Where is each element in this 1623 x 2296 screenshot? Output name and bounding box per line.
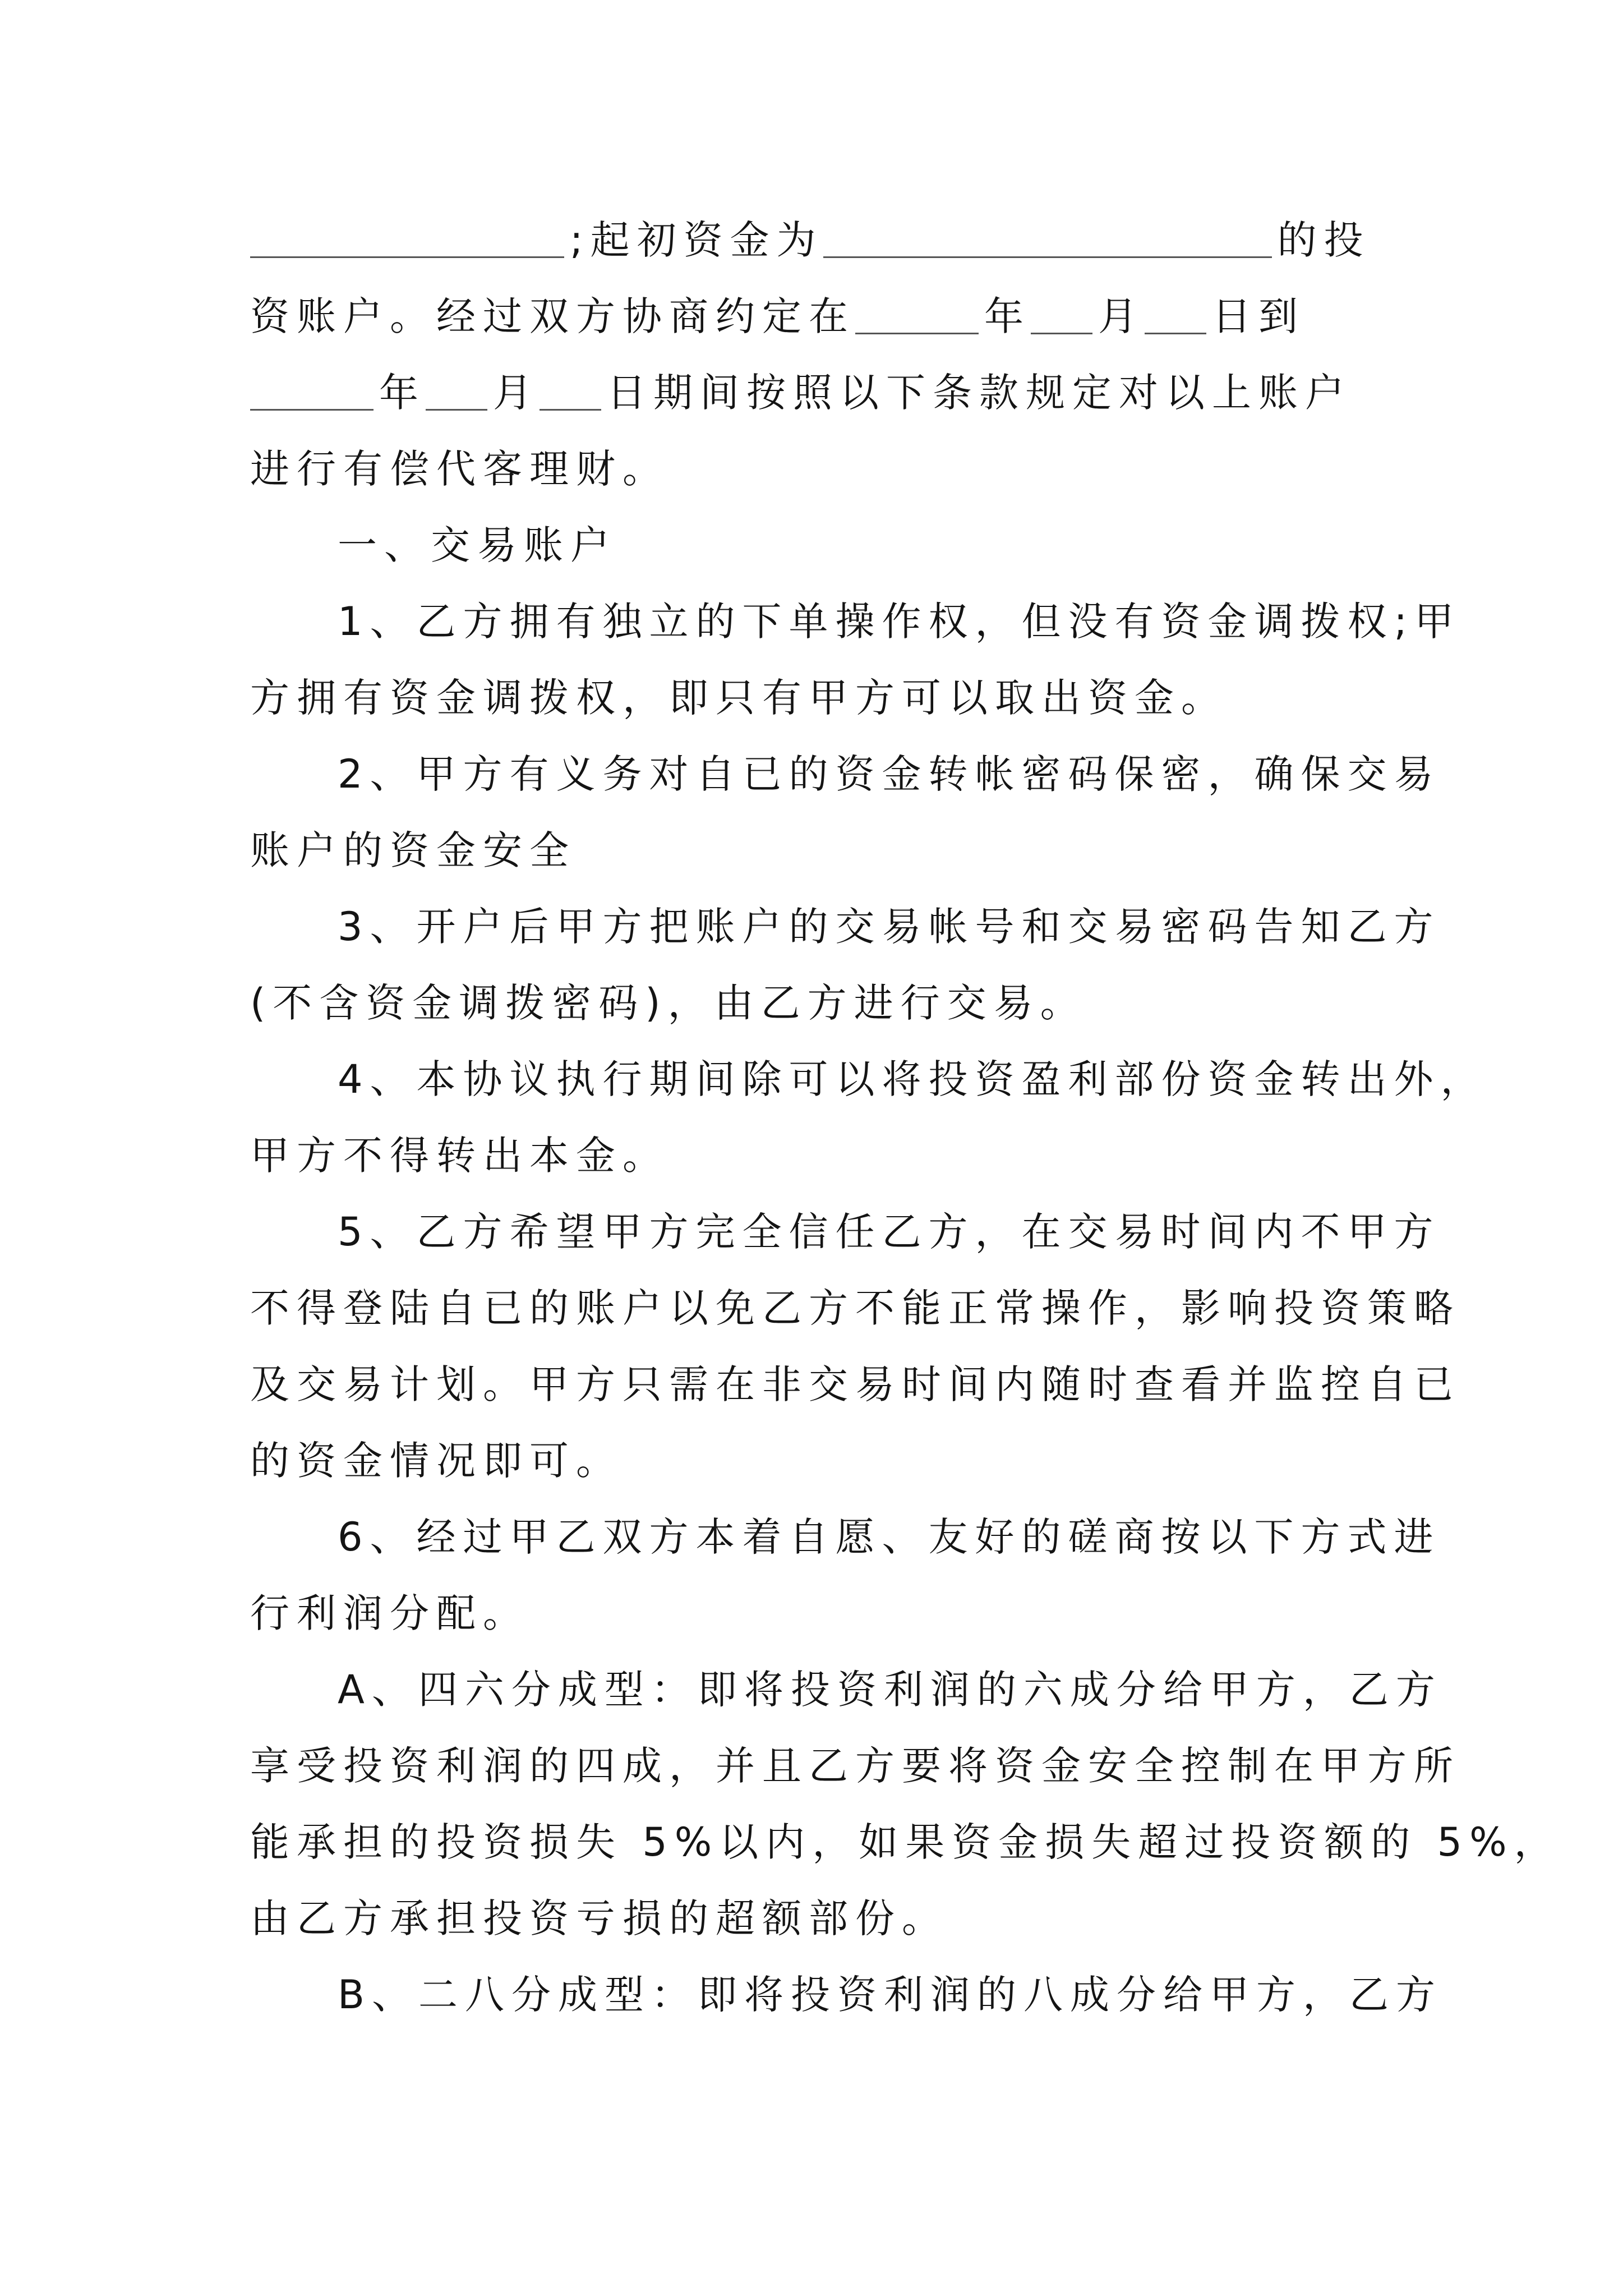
item-6	[250, 1499, 1441, 1651]
blank-field	[250, 217, 564, 258]
text-segment: 日到	[1212, 293, 1305, 339]
blank-day	[1145, 293, 1206, 334]
item-a	[250, 1651, 1561, 1957]
item-line: A、四六分成型：即将投资利润的六成分给甲方，乙方	[338, 1667, 1442, 1713]
item-line: 及交易计划。甲方只需在非交易时间内随时查看并监控自已	[250, 1361, 1460, 1407]
item-line: 能承担的投资损失 5%以内，如果资金损失超过投资额的 5%，	[250, 1819, 1561, 1865]
item-line: 的资金情况即可。	[250, 1438, 623, 1484]
item-line: 甲方不得转出本金。	[250, 1133, 669, 1179]
item-line: 4、本协议执行期间除可以将投资盈利部份资金转出外，	[338, 1056, 1487, 1102]
text-segment: 月	[493, 370, 540, 416]
text-segment: 的投	[1277, 217, 1371, 263]
item-line: 账户的资金安全	[250, 827, 576, 873]
item-line: 享受投资利润的四成，并且乙方要将资金安全控制在甲方所	[250, 1743, 1460, 1789]
intro-line-1	[250, 202, 1377, 278]
text-segment: 月	[1098, 293, 1145, 339]
text-segment: 年	[379, 370, 426, 416]
document-body	[250, 202, 1561, 2033]
intro-line-3	[250, 355, 1377, 431]
item-line: 3、开户后甲方把账户的交易帐号和交易密码告知乙方	[338, 904, 1441, 950]
section-title: 一、交易账户	[338, 522, 617, 568]
text-segment: ;起初资金为	[570, 217, 823, 263]
item-b	[250, 1957, 1443, 2033]
item-line: 方拥有资金调拨权，即只有甲方可以取出资金。	[250, 675, 1228, 721]
item-line: (不含资金调拨密码)，由乙方进行交易。	[250, 980, 1087, 1026]
item-4	[250, 1041, 1487, 1194]
item-line: 6、经过甲乙双方本着自愿、友好的磋商按以下方式进	[338, 1514, 1441, 1560]
blank-year	[855, 293, 979, 334]
item-1	[250, 583, 1461, 736]
blank-field	[823, 217, 1272, 258]
text-segment: 日期间按照以下条款规定对以上账户	[607, 370, 1352, 416]
item-line: B、二八分成型：即将投资利润的八成分给甲方，乙方	[338, 1972, 1443, 2018]
item-5	[250, 1194, 1460, 1499]
blank-month	[426, 370, 487, 411]
text-segment: 资账户。经过双方协商约定在	[250, 293, 855, 339]
text-segment: 年	[984, 293, 1031, 339]
blank-year	[250, 370, 374, 411]
item-line: 不得登陆自已的账户以免乙方不能正常操作，影响投资策略	[250, 1285, 1460, 1331]
item-line: 2、甲方有义务对自已的资金转帐密码保密，确保交易	[338, 751, 1441, 797]
blank-month	[1031, 293, 1092, 334]
blank-day	[540, 370, 601, 411]
item-line: 行利润分配。	[250, 1590, 529, 1636]
intro-line-2	[250, 278, 1377, 355]
item-line: 由乙方承担投资亏损的超额部份。	[250, 1895, 948, 1941]
item-line: 5、乙方希望甲方完全信任乙方，在交易时间内不甲方	[338, 1209, 1441, 1255]
item-line: 1、乙方拥有独立的下单操作权，但没有资金调拨权;甲	[338, 599, 1461, 645]
item-3	[250, 889, 1441, 1041]
item-2	[250, 736, 1441, 889]
intro-line-4: 进行有偿代客理财。	[250, 446, 669, 492]
